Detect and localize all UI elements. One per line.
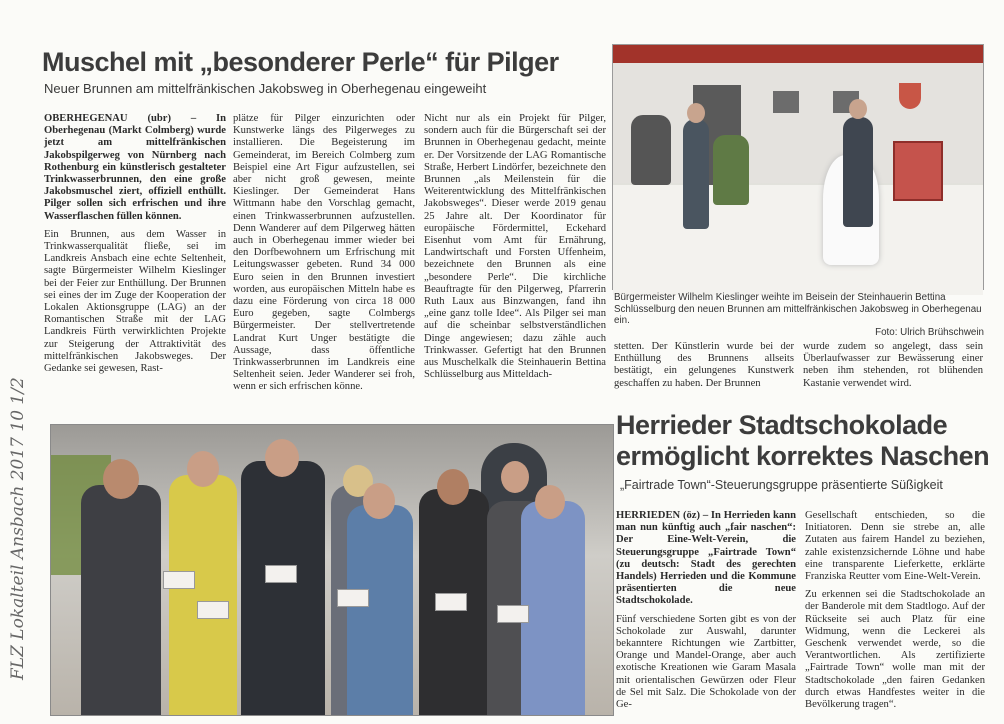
article1-column-3 (424, 113, 606, 405)
article2-col2-body1: Gesellschaft entschieden, so die Initiatoren. Denn sie strebe an, alle Zutaten aus fairem Handel zu beziehen, zahle existenzsichernde Löhne und habe eine transparente Lieferkette, erklärte Franziska Reutter vom Eine-Welt-Verein. (805, 510, 985, 583)
article1-col5-body: wurde zudem so angelegt, dass sein Überlaufwasser zur Bewässerung einer neben ihm stehenden, rot blühenden Kastanie verwendet wird. (803, 341, 983, 389)
article1-photo-credit: Foto: Ulrich Brühschwein (875, 326, 984, 338)
article1-col4-body: stetten. Der Künstlerin wurde bei der Enthüllung des Brunnens allseits bestätigt, ein gelungenes Kunstwerk geschaffen zu haben. Der Brunnen (614, 341, 794, 389)
article2-headline-line2: ermöglicht korrektes Naschen (616, 441, 990, 471)
article1-column-4 (614, 341, 794, 389)
chocolate-bar (337, 589, 369, 607)
article1-column-2 (233, 113, 415, 405)
photo-group-person (521, 501, 585, 715)
photo-group-person-head (535, 485, 565, 519)
article1-col3-body: Nicht nur als ein Projekt für Pilger, sondern auch für die Bürgerschaft sei der Brunnen in Oberhegenau gedacht, meinte er. Der Vorsitzende der LAG Romantische Straße, Herbert Lindörfer, bezeichnete den Brunnen „als Meilenstein für die Weiterentwicklung des Mittelfränkischen Jakobsweges“. Dieser werde 2019 genau 25 Jahre alt. Der Koordinator für europäische Fördermittel, Eckehard Eisenhut vom Amt für Ernährung, Landwirtschaft und Forsten Uffenheim, bezeichnete den Brunnen als eine „besondere Perle“. Die kirchliche Beauftragte für den Pilgerweg, Pfarrerin Ruth Laux aus Binzwangen, fand ihn „eine ganz tolle Idee“. Als Pilger sei man auf die scheinbar selbstverständlichen Dinge angewiesen; dazu zähle auch Trinkwasser. Gefertigt hat den Brunnen aus Muschelkalk die Steinhauerin Bettina Schlüsselburg aus Mitteldach- (424, 113, 606, 381)
chocolate-bar (197, 601, 229, 619)
article2-headline (616, 410, 989, 472)
article2-column-1 (616, 510, 796, 716)
article2-col1-body: Fünf verschiedene Sorten gibt es von der Schokolade zur Auswahl, darunter bekanntere Richtungen wie Zartbitter, Orange und Mandel-Orange, aber auch exotische Kreationen wie Garam Masala mit orientalischen Gewürzen oder Fleur de Sel mit Salz. Die Schokolade von der Ge- (616, 613, 796, 711)
article1-photo-caption (614, 292, 984, 338)
photo-window (773, 91, 799, 113)
article2-headline-line1: Herrieder Stadtschokolade (616, 410, 948, 440)
article1-headline: Muschel mit „besonderer Perle“ für Pilger (42, 47, 559, 77)
photo-sign-board (893, 141, 943, 201)
article2-photo (50, 424, 614, 716)
article2-subhead: „Fairtrade Town“-Steuerungsgruppe präsentierte Süßigkeit (620, 478, 943, 492)
photo-group-person (347, 505, 413, 715)
chocolate-bar (163, 571, 195, 589)
chocolate-bar (435, 593, 467, 611)
chocolate-bar (265, 565, 297, 583)
photo-person-mayor (843, 117, 873, 227)
article1-column-1 (44, 113, 226, 405)
photo-group-person (169, 475, 237, 715)
photo-group-person (81, 485, 161, 715)
margin-handwriting (0, 40, 34, 690)
chocolate-bar (497, 605, 529, 623)
photo-group-person-head (103, 459, 139, 499)
article1-caption-text: Bürgermeister Wilhelm Kieslinger weihte im Beisein der Steinhauerin Bettina Schlüsselburg den neuen Brunnen am mittelfränkischen Jakobsweg in Oberhegenau ein. (614, 292, 982, 327)
article2-column-2 (805, 510, 985, 716)
margin-note-text: FLZ Lokalteil Ansbach 2017 10 1/2 (8, 377, 28, 680)
photo-paving (613, 185, 983, 295)
photo-person-stonemason (683, 119, 709, 229)
photo-roof (613, 45, 983, 63)
article1-subhead: Neuer Brunnen am mittelfränkischen Jakobsweg in Oberhegenau eingeweiht (44, 81, 487, 96)
photo-person-head (849, 99, 867, 119)
photo-coat-of-arms (899, 83, 921, 109)
article1-column-5 (803, 341, 983, 389)
photo-person-head (687, 103, 705, 123)
article1-lead: OBERHEGENAU (ubr) – In Oberhegenau (Markt Colmberg) wurde jetzt am mittelfränkischen Jakobspilgerweg von Nürnberg nach Rothenburg ein künstlerisch gestalteter Trinkwasserbrunnen, den eine große Jakobsmuschel ziert, offiziell enthüllt. Pilger sollen sich erfrischen und ihre Wasserflaschen füllen können. (44, 113, 226, 222)
article2-lead: HERRIEDEN (öz) – In Herrieden kann man nun künftig auch „fair naschen“: Der Eine-Welt-Verein, die Steuerungsgruppe „Fairtrade Town“ (zu deutsch: Stadt des gerechten Handels) Herrieden und die Kommune präsentierten die neue Stadtschokolade. (616, 510, 796, 607)
article2-col2-body2: Zu erkennen sei die Stadtschokolade an der Banderole mit dem Stadtlogo. Auf der Rückseite sei auch Platz für eine Widmung, wenn die Leckerei als Geschenk verwendet werde, so die Verantwortlichen. Als zertifizierte „Fairtrade Town“ wolle man mit der Stadtschokolade „den fairen Gedanken durch etwas Handfestes weiter in die Bevölkerung tragen“. (805, 589, 985, 711)
photo-plant (713, 135, 749, 205)
photo-group-person-head (265, 439, 299, 477)
photo-group-person-head (363, 483, 395, 519)
photo-bystanders (631, 115, 671, 185)
photo-group-person (241, 461, 325, 715)
article1-photo (612, 44, 984, 290)
photo-group-person-head (501, 461, 529, 493)
article1-col2-body: plätze für Pilger einzurichten oder Kunstwerke längs des Pilgerweges zu installieren. Die Begeisterung im Gemeinderat, im Bereich Colmberg zum Beispiel eine Art Figur aufzustellen, sei aber nicht groß gewesen, meinte Kieslinger. Der Gemeinderat Hans Wittmann habe den Vorschlag gemacht, einen Trinkwasserbrunnen aufzustellen. Denn Wanderer auf dem Pilgerweg hätten auch in Oberhegenau immer wieder bei den Dorfbewohnern um Erfrischung mit Leitungswasser gebeten. Rund 34 000 Euro seien in den Brunnen investiert worden, aus europäischen Mitteln habe es dazu eine Förderung von circa 18 000 Euro gegeben, sagte Colmbergs Bürgermeister. Der stellvertretende Landrat Kurt Unger bestätigte die Aussage, dass öffentliche Trinkwasserbrunnen im Landkreis eine Seltenheit seien. Jeder Wanderer sei froh, wenn er sich erfrischen könne. (233, 113, 415, 393)
photo-group-person-head (437, 469, 469, 505)
article1-col1-body: Ein Brunnen, aus dem Wasser in Trinkwasserqualität fließe, sei im Landkreis Ansbach eine echte Seltenheit, sagte Bürgermeister Wilhelm Kieslinger bei der Feier zur Enthüllung. Der Brunnen sei eines der im Zuge der Kooperation der Lokalen Aktionsgruppe (LAG) an der Romantischen Straße mit der LAG Landkreis Fürth verwirklichten Projekte zur Steigerung der Attraktivität des mittelfränkischen Jakobsweges. Der Gedanke sei gewesen, Rast- (44, 228, 226, 375)
photo-group-person-head (187, 451, 219, 487)
